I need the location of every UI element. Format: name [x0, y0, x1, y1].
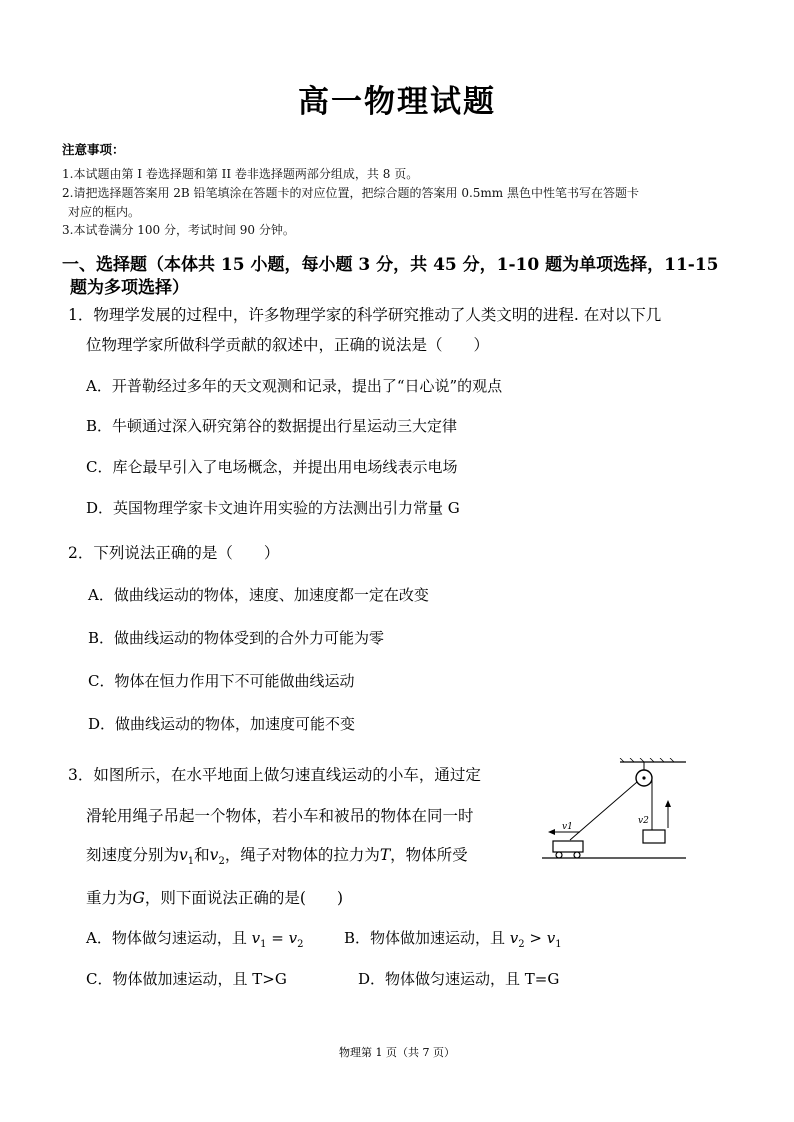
- q3-option-c: C．物体做加速运动，且 T>G: [86, 970, 287, 988]
- cart-wheel-left: [556, 852, 562, 858]
- q3-stem-line1: 3．如图所示，在水平地面上做匀速直线运动的小车，通过定: [68, 766, 481, 784]
- q3-option-d: D．物体做匀速运动，且 T=G: [358, 970, 560, 988]
- q2-stem: 2．下列说法正确的是（ ）: [68, 544, 280, 562]
- hanging-block: [643, 830, 665, 843]
- v1-arrowhead: [548, 829, 555, 835]
- q3-option-a: A．物体做匀速运动，且 $v_1 = v_2$: [86, 929, 304, 950]
- pulley-cart-figure: [542, 758, 686, 864]
- q1-option-b: B．牛顿通过深入研究第谷的数据提出行星运动三大定律: [86, 417, 458, 435]
- q1-stem-line2: 位物理学家所做科学贡献的叙述中，正确的说法是（ ）: [86, 336, 490, 354]
- v2-label: v2: [638, 816, 649, 826]
- q2-option-c: C．物体在恒力作用下不可能做曲线运动: [88, 672, 355, 690]
- pulley-axle: [642, 776, 645, 779]
- cart-body: [553, 841, 583, 852]
- v1-label: v1: [562, 822, 573, 832]
- ceiling: [620, 758, 686, 762]
- q1-option-a: A．开普勒经过多年的天文观测和记录，提出了“日心说”的观点: [86, 377, 503, 395]
- notice-line-3: 对应的框内。: [68, 205, 141, 219]
- q3-stem-line2: 滑轮用绳子吊起一个物体，若小车和被吊的物体在同一时: [86, 807, 474, 825]
- section-heading-line1: 一、选择题（本体共 15 小题，每小题 3 分，共 45 分，1-10 题为单项选择，11-15: [62, 255, 719, 275]
- section-heading-line2: 题为多项选择）: [70, 278, 189, 298]
- q2-option-d: D．做曲线运动的物体，加速度可能不变: [88, 715, 356, 733]
- q1-option-c: C．库仑最早引入了电场概念，并提出用电场线表示电场: [86, 458, 458, 476]
- cart-wheel-right: [574, 852, 580, 858]
- page-title: 高一物理试题: [298, 84, 496, 120]
- notice-line-1: 1.本试题由第 I 卷选择题和第 II 卷非选择题两部分组成，共 8 页。: [62, 167, 419, 181]
- page-footer: 物理第 1 页（共 7 页）: [339, 1046, 455, 1059]
- v2-arrowhead: [665, 800, 671, 807]
- q3-stem-line3: 刻速度分别为$v_1$和$v_2$，绳子对物体的拉力为T，物体所受: [86, 846, 468, 868]
- q2-option-b: B．做曲线运动的物体受到的合外力可能为零: [88, 629, 385, 647]
- notice-line-4: 3.本试卷满分 100 分，考试时间 90 分钟。: [62, 223, 295, 237]
- q2-option-a: A．做曲线运动的物体，速度、加速度都一定在改变: [88, 586, 429, 604]
- q1-option-d: D．英国物理学家卡文迪许用实验的方法测出引力常量 G: [86, 499, 460, 517]
- q3-option-b: B．物体做加速运动，且 $v_2 > v_1$: [344, 929, 562, 950]
- notice-heading: 注意事项：: [62, 142, 125, 157]
- q3-stem-line4: 重力为G，则下面说法正确的是( ): [86, 889, 344, 907]
- rope-to-cart: [570, 782, 637, 840]
- q1-stem-line1: 1．物理学发展的过程中，许多物理学家的科学研究推动了人类文明的进程. 在对以下几: [68, 306, 662, 324]
- notice-line-2: 2.请把选择题答案用 2B 铅笔填涂在答题卡的对应位置，把综合题的答案用 0.5mm 黑色中性笔书写在答题卡: [62, 186, 640, 200]
